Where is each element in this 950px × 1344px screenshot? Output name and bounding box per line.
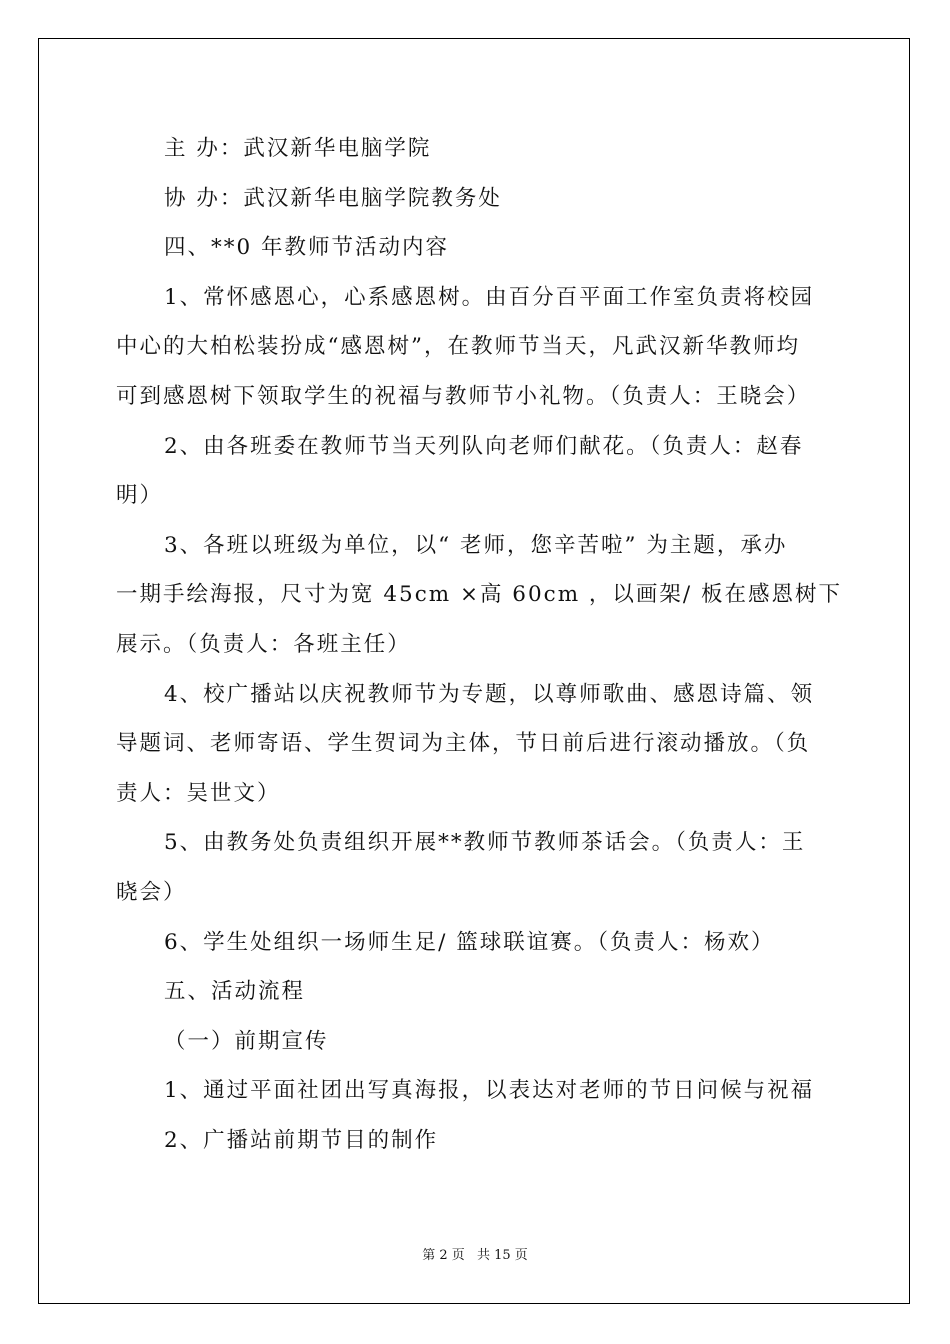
text-line: 明） [116, 483, 164, 509]
page-total: 共 15 页 [476, 1248, 528, 1263]
text-line: 可到感恩树下领取学生的祝福与教师节小礼物。（负责人：王晓会） [116, 383, 811, 409]
text-line: 中心的大柏松装扮成“感恩树”，在教师节当天，凡武汉新华教师均 [116, 334, 800, 360]
text-line: 晓会） [116, 879, 187, 905]
text-line: 四、**0 年教师节活动内容 [164, 235, 450, 261]
text-line: 4、校广播站以庆祝教师节为专题，以尊师歌曲、感恩诗篇、领 [164, 681, 815, 707]
document-body [116, 124, 843, 1165]
text-line: 6、学生处组织一场师生足/ 篮球联谊赛。（负责人：杨欢） [164, 929, 775, 955]
text-line: 导题词、老师寄语、学生贺词为主体，节日前后进行滚动播放。（负 [116, 731, 811, 757]
text-line: 1、常怀感恩心，心系感恩树。由百分百平面工作室负责将校园 [164, 284, 815, 310]
text-line: 2、广播站前期节目的制作 [164, 1127, 439, 1153]
text-line: 1、通过平面社团出写真海报，以表达对老师的节日问候与祝福 [164, 1078, 815, 1104]
text-line: 责人：吴世文） [116, 780, 281, 806]
text-line: 2、由各班委在教师节当天列队向老师们献花。（负责人：赵春 [164, 433, 804, 459]
text-line: 一期手绘海报，尺寸为宽 45cm ×高 60cm ，以画架/ 板在感恩树下 [116, 582, 843, 608]
text-line: 主 办：武汉新华电脑学院 [164, 136, 432, 161]
text-line: 展示。（负责人：各班主任） [116, 631, 411, 657]
text-line: （一）前期宣传 [164, 1028, 329, 1054]
text-line: 5、由教务处负责组织开展**教师节教师茶话会。（负责人：王 [164, 830, 806, 856]
page-footer [0, 1244, 950, 1263]
page-number: 第 2 页 [422, 1248, 465, 1263]
text-line: 五、活动流程 [164, 979, 306, 1005]
text-line: 协 办：武汉新华电脑学院教务处 [164, 185, 502, 211]
text-line: 3、各班以班级为单位，以“ 老师，您辛苦啦” 为主题，承办 [164, 532, 788, 558]
